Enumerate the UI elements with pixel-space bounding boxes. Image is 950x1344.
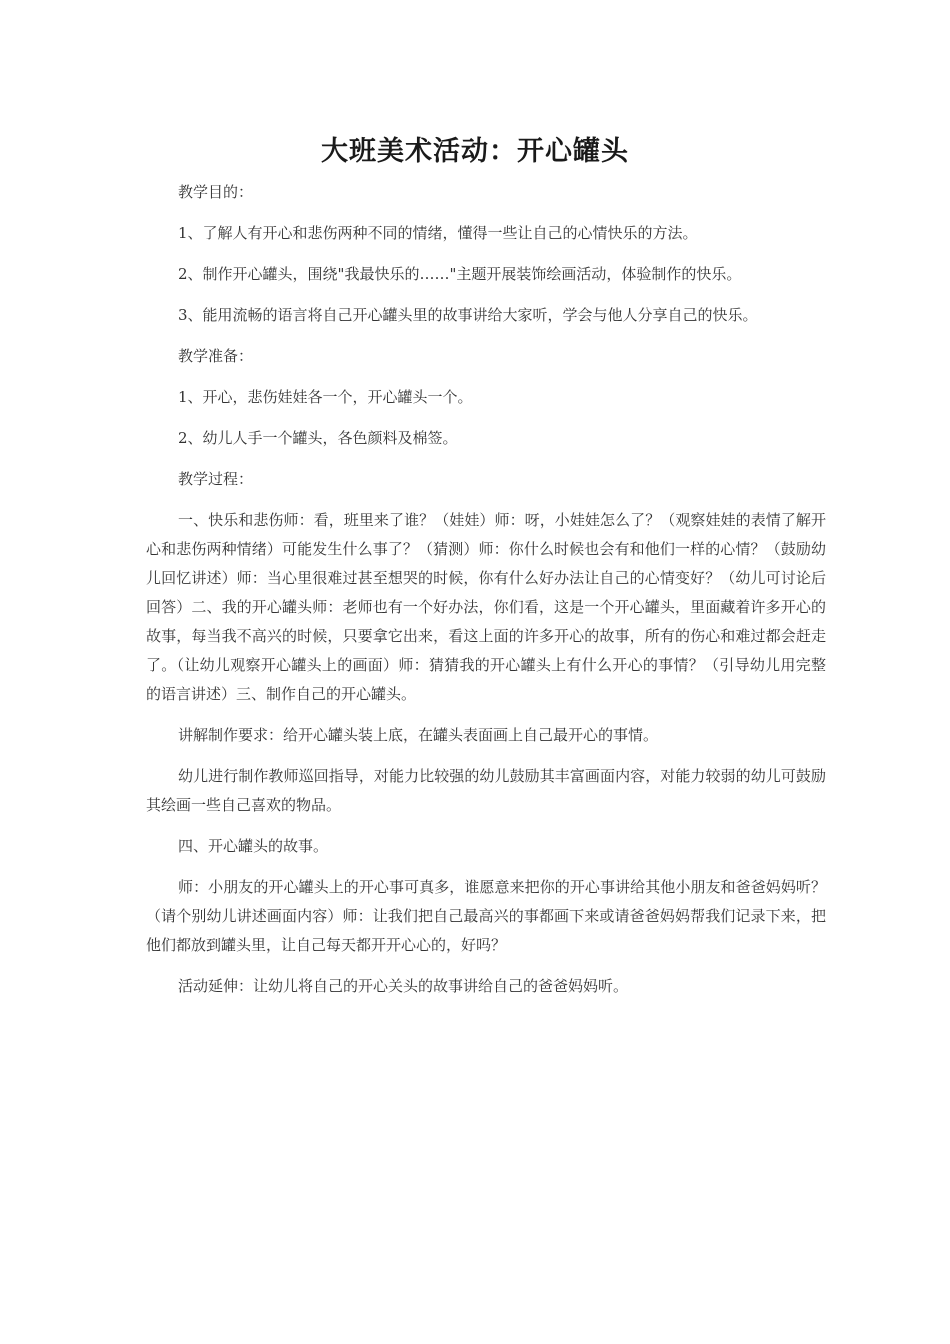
document-title: 大班美术活动：开心罐头 [321, 136, 629, 167]
section-heading-goals: 教学目的： [178, 183, 254, 201]
process-paragraph-1: 一、快乐和悲伤师：看，班里来了谁？（娃娃）师：呀，小娃娃怎么了？（观察娃娃的表情了解开心和悲伤两种情绪）可能发生什么事了？（猜测）师：你什么时候也会有和他们一样的心情？（鼓励幼儿回忆讲述）师：当心里很难过甚至想哭的时候，你有什么好办法让自己的心情变好？（幼儿可讨论后回答）二、我的开心罐头师：老师也有一个好办法，你们看，这是一个开心罐头，里面藏着许多开心的故事，每当我不高兴的时候，只要拿它出来，看这上面的许多开心的故事，所有的伤心和难过都会赶走了。（让幼儿观察开心罐头上的画面）师：猜猜我的开心罐头上有什么开心的事情？（引导幼儿用完整的语言讲述）三、制作自己的开心罐头。 [146, 511, 826, 703]
section-heading-process: 教学过程： [178, 470, 254, 488]
section-heading-preparation: 教学准备： [178, 347, 254, 365]
goal-item-1: 1、了解人有开心和悲伤两种不同的情绪，懂得一些让自己的心情快乐的方法。 [178, 224, 698, 242]
process-paragraph-4: 四、开心罐头的故事。 [178, 837, 329, 855]
document-body [146, 178, 826, 1013]
process-paragraph-2: 讲解制作要求：给开心罐头装上底，在罐头表面画上自己最开心的事情。 [178, 726, 659, 744]
goal-item-2: 2、制作开心罐头，围绕"我最快乐的……"主题开展装饰绘画活动，体验制作的快乐。 [178, 265, 742, 283]
process-paragraph-3: 幼儿进行制作教师巡回指导，对能力比较强的幼儿鼓励其丰富画面内容，对能力较弱的幼儿可鼓励其绘画一些自己喜欢的物品。 [146, 767, 826, 814]
extension-paragraph: 活动延伸：让幼儿将自己的开心关头的故事讲给自己的爸爸妈妈听。 [178, 977, 629, 995]
process-paragraph-5: 师：小朋友的开心罐头上的开心事可真多，谁愿意来把你的开心事讲给其他小朋友和爸爸妈妈听？（请个别幼儿讲述画面内容）师：让我们把自己最高兴的事都画下来或请爸爸妈妈帮我们记录下来，把他们都放到罐头里，让自己每天都开开心心的，好吗？ [146, 878, 826, 954]
preparation-item-1: 1、开心，悲伤娃娃各一个，开心罐头一个。 [178, 388, 473, 406]
goal-item-3: 3、能用流畅的语言将自己开心罐头里的故事讲给大家听，学会与他人分享自己的快乐。 [178, 306, 758, 324]
preparation-item-2: 2、幼儿人手一个罐头，各色颜料及棉签。 [178, 429, 458, 447]
